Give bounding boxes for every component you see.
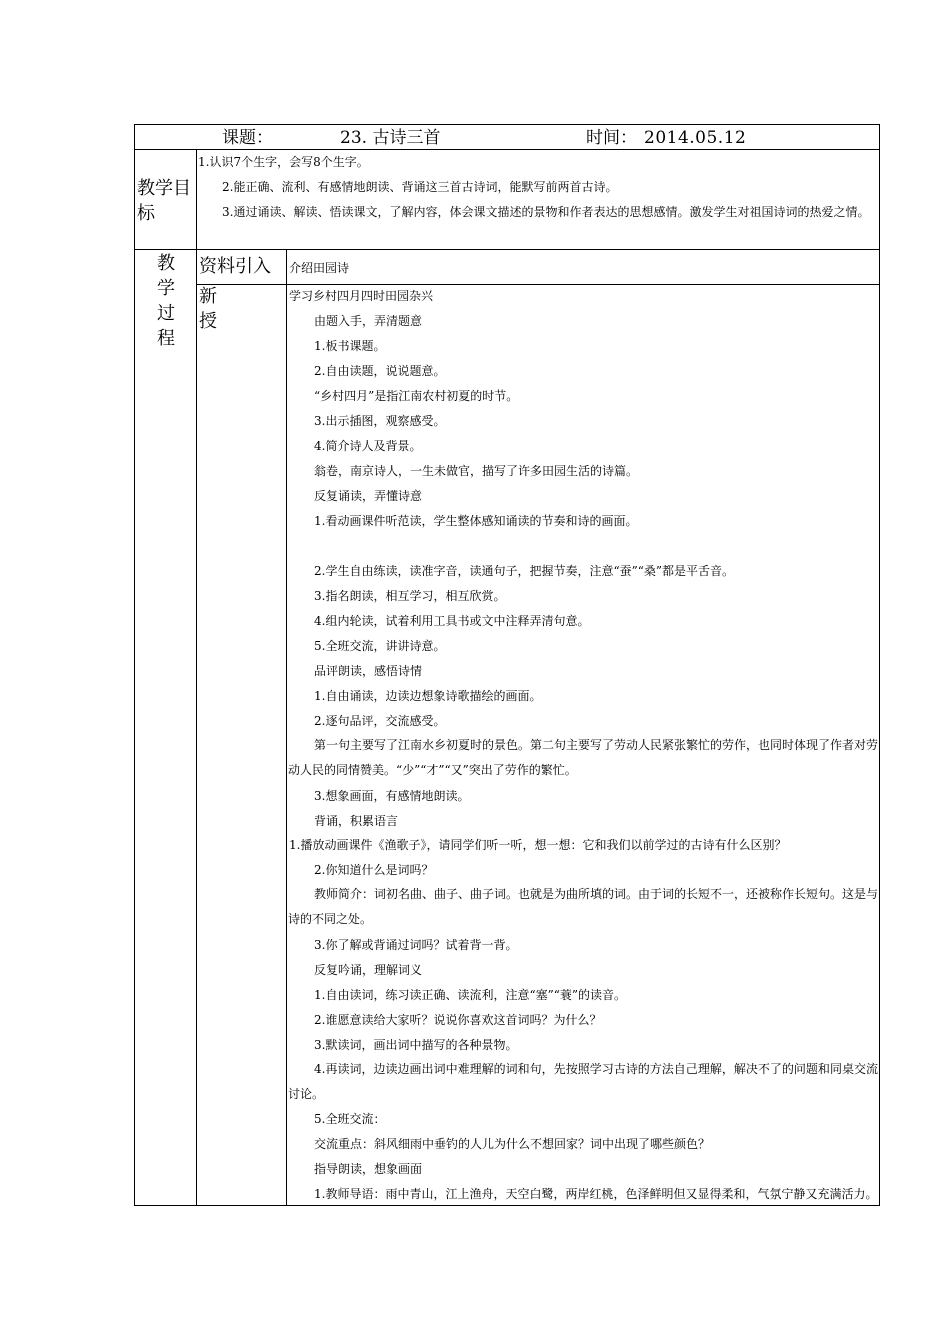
content-line: 3.想象画面，有感情地朗读。 <box>314 789 470 803</box>
intro-content: 介绍田园诗 <box>289 261 350 275</box>
process-label-char: 程 <box>157 328 175 349</box>
content-line: 1.看动画课件听范读，学生整体感知诵读的节奏和诗的画面。 <box>314 514 638 528</box>
stage-column-divider <box>286 249 287 1206</box>
time-value: 2014.05.12 <box>644 128 747 148</box>
process-label-char: 学 <box>157 278 175 299</box>
content-line: 品评朗读，感悟诗情 <box>314 664 423 678</box>
time-label: 时间： <box>586 128 637 148</box>
content-line: 学习乡村四月四时田园杂兴 <box>289 289 434 303</box>
content-line: 2.你知道什么是词吗？ <box>314 863 434 877</box>
content-line: 交流重点：斜风细雨中垂钓的人儿为什么不想回家？词中出现了哪些颜色？ <box>314 1137 711 1151</box>
new-label-char: 授 <box>199 311 217 332</box>
topic-value: 23. 古诗三首 <box>340 128 441 148</box>
content-line: 3.出示插图，观察感受。 <box>314 414 446 428</box>
topic-label: 课题： <box>222 128 273 148</box>
goal-item: 3.通过诵读、解读、悟读课文，了解内容，体会课文描述的景物和作者表达的思想感情。激发学生对祖国诗词的热爱之情。 <box>222 205 870 219</box>
content-line: 1.教师导语：雨中青山，江上渔舟，天空白鹭，两岸红桃，色泽鲜明但又显得柔和，气氛宁静又充满活力。 <box>314 1187 878 1201</box>
content-line: 由题入手，弄清题意 <box>314 314 423 328</box>
content-line: 2.自由读题，说说题意。 <box>314 364 446 378</box>
content-line: 5.全班交流： <box>314 1112 386 1126</box>
content-line: 背诵，积累语言 <box>314 814 399 828</box>
content-line: 2.谁愿意读给大家听？说说你喜欢这首词吗？为什么？ <box>314 1013 602 1027</box>
content-line: 3.默读词，画出词中描写的各种景物。 <box>314 1038 518 1052</box>
label-column-divider <box>196 149 197 1206</box>
goals-label-line2: 标 <box>137 203 155 224</box>
content-line: “乡村四月”是指江南农村初夏的时节。 <box>314 389 519 403</box>
new-label-char: 新 <box>199 286 217 307</box>
content-line: 3.指名朗读，相互学习，相互欣赏。 <box>314 589 506 603</box>
header-divider <box>134 149 880 150</box>
content-paragraph: 第一句主要写了江南水乡初夏时的景色。第二句主要写了劳动人民紧张繁忙的劳作，也同时体现了作者对劳动人民的同情赞美。“少”“才”“又”突出了劳作的繁忙。 <box>288 738 879 777</box>
process-label-char: 教 <box>157 253 175 274</box>
content-line: 翁卷，南京诗人，一生未做官，描写了许多田园生活的诗篇。 <box>314 464 639 478</box>
goal-item: 2.能正确、流利、有感情地朗读、背诵这三首古诗词，能默写前两首古诗。 <box>222 180 618 194</box>
content-paragraph: 教师简介：词初名曲、曲子、曲子词。也就是为曲所填的词。由于词的长短不一，还被称作长短句。这是与诗的不同之处。 <box>288 887 879 926</box>
content-line: 指导朗读，想象画面 <box>314 1162 423 1176</box>
goals-divider <box>134 249 880 250</box>
intro-divider <box>196 284 880 285</box>
process-label-char: 过 <box>157 303 175 324</box>
content-paragraph: 4.再读词，边读边画出词中难理解的词和句，先按照学习古诗的方法自己理解，解决不了的问题和同桌交流讨论。 <box>288 1062 878 1101</box>
content-line: 1.自由诵读，边读边想象诗歌描绘的画面。 <box>314 689 542 703</box>
goals-label-line1: 教学目 <box>137 178 191 199</box>
content-line: 2.逐句品评，交流感受。 <box>314 714 446 728</box>
content-line: 3.你了解或背诵过词吗？试着背一背。 <box>314 938 518 952</box>
content-line: 反复吟诵，理解词义 <box>314 963 423 977</box>
content-line: 2.学生自由练读，读准字音，读通句子，把握节奏，注意“蚕”“桑”都是平舌音。 <box>314 564 734 578</box>
content-line: 反复诵读，弄懂诗意 <box>314 489 423 503</box>
content-line: 1.播放动画课件《渔歌子》，请同学们听一听，想一想：它和我们以前学过的古诗有什么区别？ <box>289 838 787 852</box>
goal-item: 1.认识7个生字，会写8个生字。 <box>198 155 369 169</box>
content-line: 5.全班交流，讲讲诗意。 <box>314 639 446 653</box>
content-line: 1.板书课题。 <box>314 339 386 353</box>
content-line: 4.简介诗人及背景。 <box>314 439 422 453</box>
content-line: 1.自由读词，练习读正确、读流利，注意“塞”“蓑”的读音。 <box>314 988 626 1002</box>
intro-label: 资料引入 <box>199 256 271 277</box>
content-line: 4.组内轮读，试着利用工具书或文中注释弄清句意。 <box>314 614 590 628</box>
